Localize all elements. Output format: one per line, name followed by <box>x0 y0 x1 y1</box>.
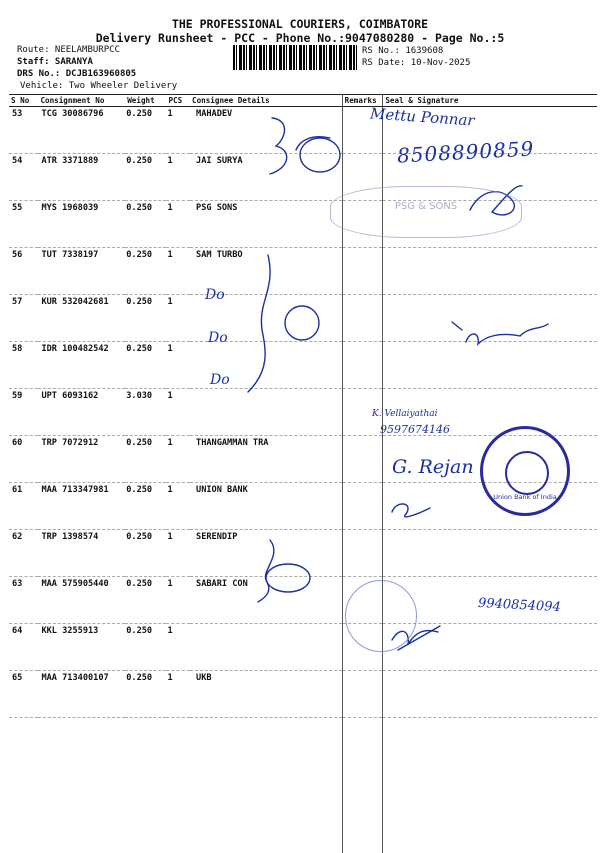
row-sno: 57 <box>9 295 38 342</box>
col-seal: Seal & Signature <box>383 95 597 107</box>
row-consignment: TRP 1398574 <box>38 530 125 577</box>
route-label: Route: NEELAMBURPCC <box>17 45 120 55</box>
runsheet-subtitle: Delivery Runsheet - PCC - Phone No.:9047080280 - Page No.:5 <box>0 31 600 45</box>
row-pcs: 1 <box>166 295 190 342</box>
row-consignment: MYS 1968039 <box>38 201 125 248</box>
row-sno: 56 <box>9 248 38 295</box>
row-weight: 0.250 <box>125 483 166 530</box>
bank-seal-text: Union Bank of India <box>487 493 563 501</box>
row-signature <box>383 342 597 389</box>
row-sno: 62 <box>9 530 38 577</box>
row-pcs: 1 <box>166 342 190 389</box>
row-pcs: 1 <box>166 577 190 624</box>
row-sno: 64 <box>9 624 38 671</box>
row-signature <box>383 624 597 671</box>
table-filler-row <box>9 718 597 853</box>
row-sno: 65 <box>9 671 38 718</box>
row-sno: 60 <box>9 436 38 483</box>
row-remarks <box>342 671 383 718</box>
barcode <box>233 45 358 70</box>
table-row <box>9 248 597 295</box>
row-consignment: MAA 713347981 <box>38 483 125 530</box>
ditto-row-59: Do <box>210 372 230 388</box>
row-weight: 0.250 <box>125 295 166 342</box>
row-consignment: TUT 7338197 <box>38 248 125 295</box>
row-remarks <box>342 483 383 530</box>
staff-label: Staff: SARANYA <box>17 57 93 67</box>
row-remarks <box>342 248 383 295</box>
table-header <box>9 95 597 107</box>
row-consignment: MAA 575905440 <box>38 577 125 624</box>
signature-row-60: K. Vellaiyathai <box>372 409 438 419</box>
row-consignment: KKL 3255913 <box>38 624 125 671</box>
row-consignee <box>190 624 342 671</box>
rs-number: RS No.: 1639608 <box>362 46 443 56</box>
row-remarks <box>342 342 383 389</box>
ditto-row-58: Do <box>208 330 228 346</box>
row-sno: 53 <box>9 107 38 154</box>
phone-row-60: 9597674146 <box>380 423 450 436</box>
row-remarks <box>342 436 383 483</box>
row-consignment: MAA 713400107 <box>38 671 125 718</box>
row-consignment: TCG 30086796 <box>38 107 125 154</box>
row-sno: 58 <box>9 342 38 389</box>
row-consignment: UPT 6093162 <box>38 389 125 436</box>
ditto-row-57: Do <box>205 287 225 303</box>
row-consignee <box>190 389 342 436</box>
row-sno: 59 <box>9 389 38 436</box>
table-row <box>9 342 597 389</box>
row-weight: 0.250 <box>125 342 166 389</box>
row-pcs: 1 <box>166 154 190 201</box>
row-weight: 0.250 <box>125 107 166 154</box>
table-row <box>9 295 597 342</box>
row-consignee: JAI SURYA <box>190 154 342 201</box>
row-pcs: 1 <box>166 436 190 483</box>
col-weight: Weight <box>125 95 166 107</box>
row-weight: 3.030 <box>125 389 166 436</box>
rs-date: RS Date: 10-Nov-2025 <box>362 58 470 68</box>
row-weight: 0.250 <box>125 671 166 718</box>
row-remarks <box>342 295 383 342</box>
row-signature <box>383 295 597 342</box>
round-seal-stamp <box>345 580 417 652</box>
row-sno: 63 <box>9 577 38 624</box>
row-consignee: THANGAMMAN TRA <box>190 436 342 483</box>
company-seal-stamp <box>330 186 522 238</box>
row-sno: 54 <box>9 154 38 201</box>
row-pcs: 1 <box>166 107 190 154</box>
col-sno: S No <box>9 95 38 107</box>
row-sno: 55 <box>9 201 38 248</box>
vehicle-label: Vehicle: Two Wheeler Delivery <box>20 81 177 91</box>
bank-seal-stamp <box>480 426 570 516</box>
row-remarks <box>342 530 383 577</box>
row-consignment: IDR 100482542 <box>38 342 125 389</box>
row-weight: 0.250 <box>125 530 166 577</box>
row-signature <box>383 530 597 577</box>
table-row <box>9 671 597 718</box>
signature-row-53: Mettu Ponnar <box>369 104 475 129</box>
bank-logo-icon <box>505 451 549 495</box>
phone-row-64: 9940854094 <box>478 596 561 615</box>
row-signature <box>383 671 597 718</box>
row-pcs: 1 <box>166 624 190 671</box>
phone-row-54: 8508890859 <box>396 136 534 167</box>
row-consignee: MAHADEV <box>190 107 342 154</box>
row-pcs: 1 <box>166 671 190 718</box>
row-consignee: UNION BANK <box>190 483 342 530</box>
row-weight: 0.250 <box>125 248 166 295</box>
row-consignee: SERENDIP <box>190 530 342 577</box>
drs-number: DRS No.: DCJB163960805 <box>17 69 136 79</box>
row-pcs: 1 <box>166 483 190 530</box>
table-row <box>9 624 597 671</box>
row-pcs: 1 <box>166 248 190 295</box>
row-weight: 0.250 <box>125 624 166 671</box>
row-consignment: KUR 532042681 <box>38 295 125 342</box>
company-title: THE PROFESSIONAL COURIERS, COIMBATORE <box>0 17 600 31</box>
row-weight: 0.250 <box>125 436 166 483</box>
row-weight: 0.250 <box>125 201 166 248</box>
table-row <box>9 530 597 577</box>
row-weight: 0.250 <box>125 577 166 624</box>
row-weight: 0.250 <box>125 154 166 201</box>
col-consignee: Consignee Details <box>190 95 342 107</box>
row-sno: 61 <box>9 483 38 530</box>
col-pcs: PCS <box>166 95 190 107</box>
row-consignment: ATR 3371889 <box>38 154 125 201</box>
row-consignment: TRP 7072912 <box>38 436 125 483</box>
row-pcs: 1 <box>166 530 190 577</box>
row-pcs: 1 <box>166 201 190 248</box>
row-consignee: SABARI CON <box>190 577 342 624</box>
col-consignment: Consignment No <box>38 95 125 107</box>
col-remarks: Remarks <box>342 95 383 107</box>
company-seal-text: PSG & SONS <box>331 201 521 212</box>
row-signature <box>383 248 597 295</box>
signature-row-61: G. Rejan <box>392 456 474 478</box>
row-consignee: UKB <box>190 671 342 718</box>
row-pcs: 1 <box>166 389 190 436</box>
row-consignee: SAM TURBO <box>190 248 342 295</box>
row-consignee: PSG SONS <box>190 201 342 248</box>
